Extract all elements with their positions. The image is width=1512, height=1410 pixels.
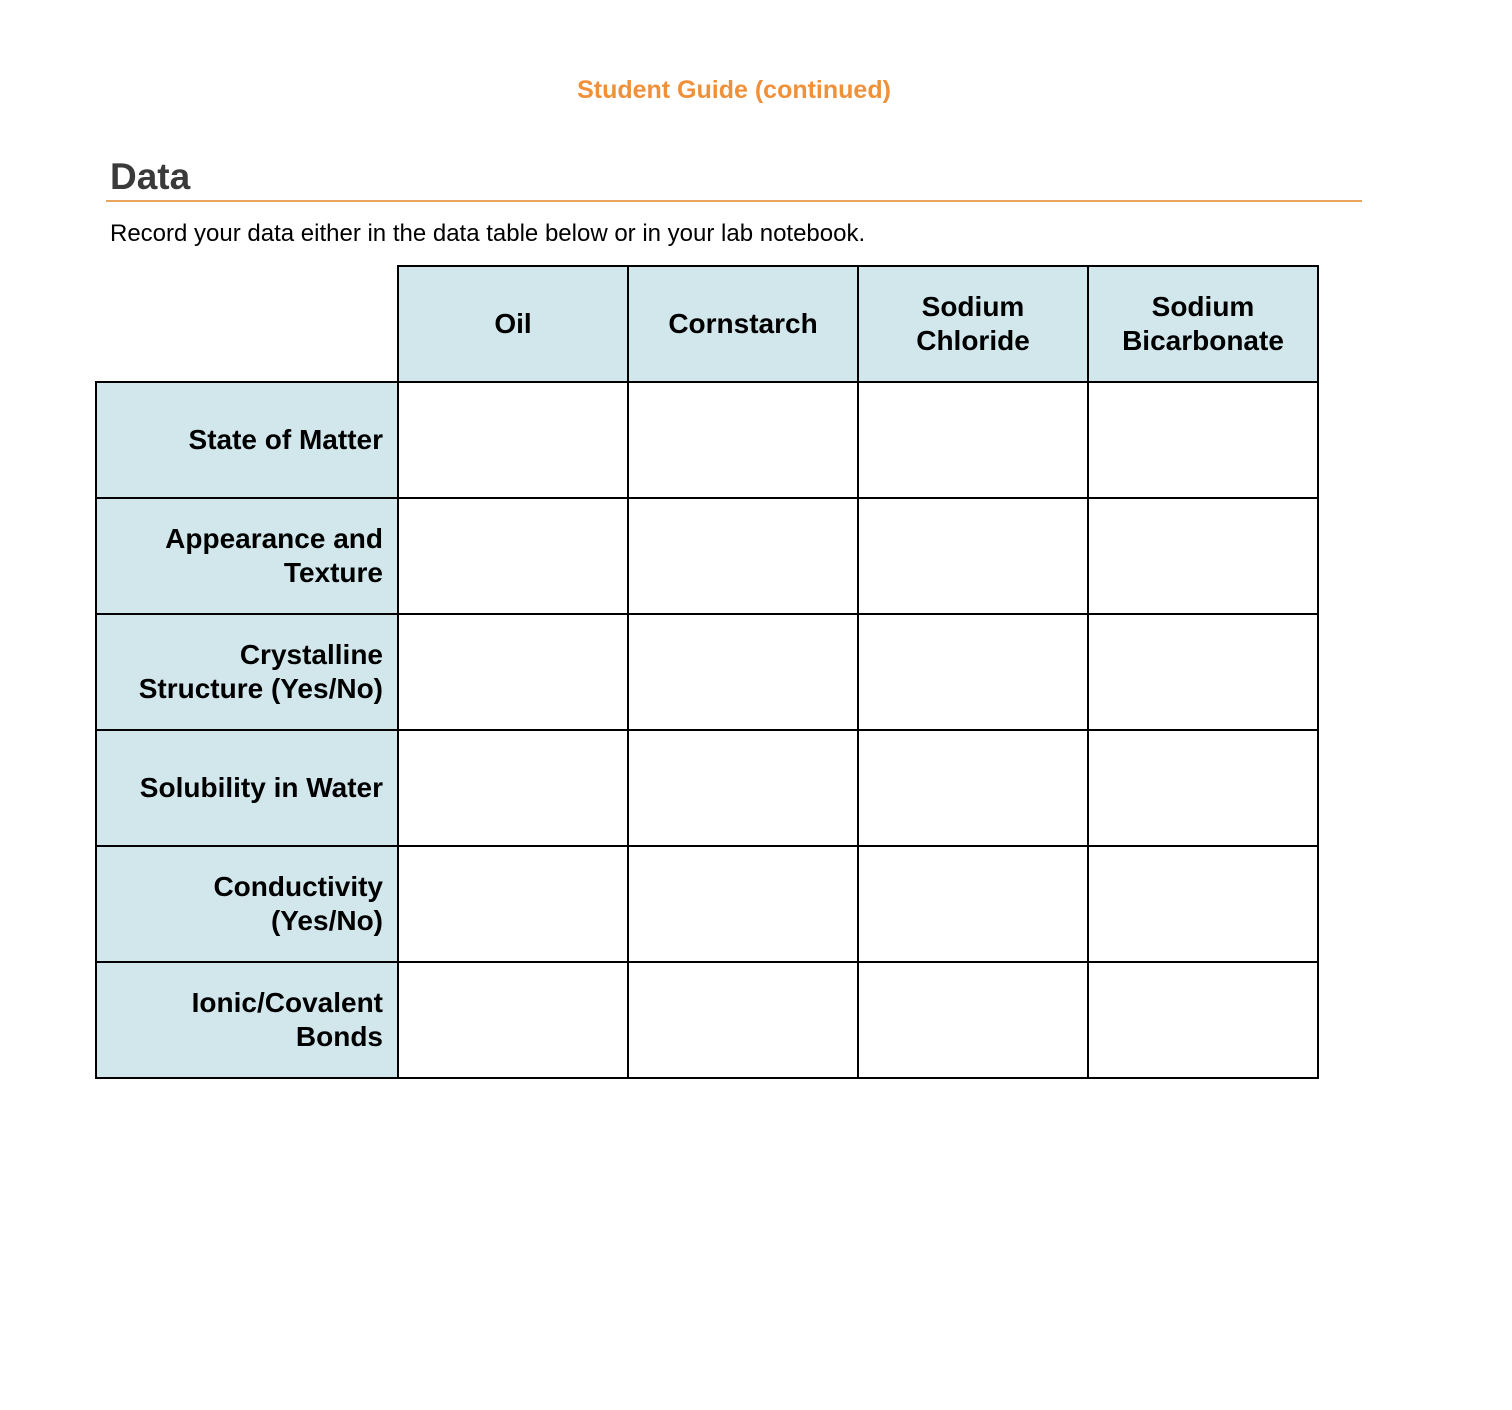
- column-header-cornstarch: Cornstarch: [628, 266, 858, 382]
- table-row: [96, 846, 1318, 962]
- column-header-oil: Oil: [398, 266, 628, 382]
- data-cell[interactable]: [398, 382, 628, 498]
- row-header-state-of-matter: State of Matter: [96, 382, 398, 498]
- data-cell[interactable]: [858, 846, 1088, 962]
- document-header-title: Student Guide (continued): [577, 76, 891, 104]
- data-cell[interactable]: [858, 498, 1088, 614]
- data-cell[interactable]: [398, 498, 628, 614]
- data-cell[interactable]: [1088, 846, 1318, 962]
- table-header-row: [96, 266, 1318, 382]
- row-header-solubility-in-water: Solubility in Water: [96, 730, 398, 846]
- column-header-sodium-chloride: Sodium Chloride: [858, 266, 1088, 382]
- data-cell[interactable]: [628, 382, 858, 498]
- table-row: [96, 498, 1318, 614]
- row-header-appearance-and-texture: Appearance and Texture: [96, 498, 398, 614]
- row-header-conductivity: Conductivity (Yes/No): [96, 846, 398, 962]
- data-cell[interactable]: [858, 614, 1088, 730]
- data-cell[interactable]: [628, 614, 858, 730]
- table-row: [96, 962, 1318, 1078]
- table-row: [96, 382, 1318, 498]
- section-heading: Data: [110, 156, 191, 197]
- data-table: [95, 265, 1319, 1079]
- row-header-ionic-covalent-bonds: Ionic/Covalent Bonds: [96, 962, 398, 1078]
- table-corner: [96, 266, 398, 382]
- section-divider: [106, 200, 1362, 202]
- data-cell[interactable]: [628, 730, 858, 846]
- data-cell[interactable]: [1088, 730, 1318, 846]
- data-cell[interactable]: [1088, 614, 1318, 730]
- data-cell[interactable]: [858, 382, 1088, 498]
- instructions-text: Record your data either in the data table below or in your lab notebook.: [110, 220, 866, 247]
- data-cell[interactable]: [1088, 498, 1318, 614]
- data-cell[interactable]: [628, 962, 858, 1078]
- data-cell[interactable]: [398, 846, 628, 962]
- data-cell[interactable]: [1088, 962, 1318, 1078]
- data-cell[interactable]: [398, 614, 628, 730]
- data-cell[interactable]: [1088, 382, 1318, 498]
- table-row: [96, 614, 1318, 730]
- data-cell[interactable]: [628, 498, 858, 614]
- data-cell[interactable]: [398, 962, 628, 1078]
- table-row: [96, 730, 1318, 846]
- data-cell[interactable]: [398, 730, 628, 846]
- column-header-sodium-bicarbonate: Sodium Bicarbonate: [1088, 266, 1318, 382]
- row-header-crystalline-structure: Crystalline Structure (Yes/No): [96, 614, 398, 730]
- data-cell[interactable]: [858, 730, 1088, 846]
- data-cell[interactable]: [858, 962, 1088, 1078]
- data-cell[interactable]: [628, 846, 858, 962]
